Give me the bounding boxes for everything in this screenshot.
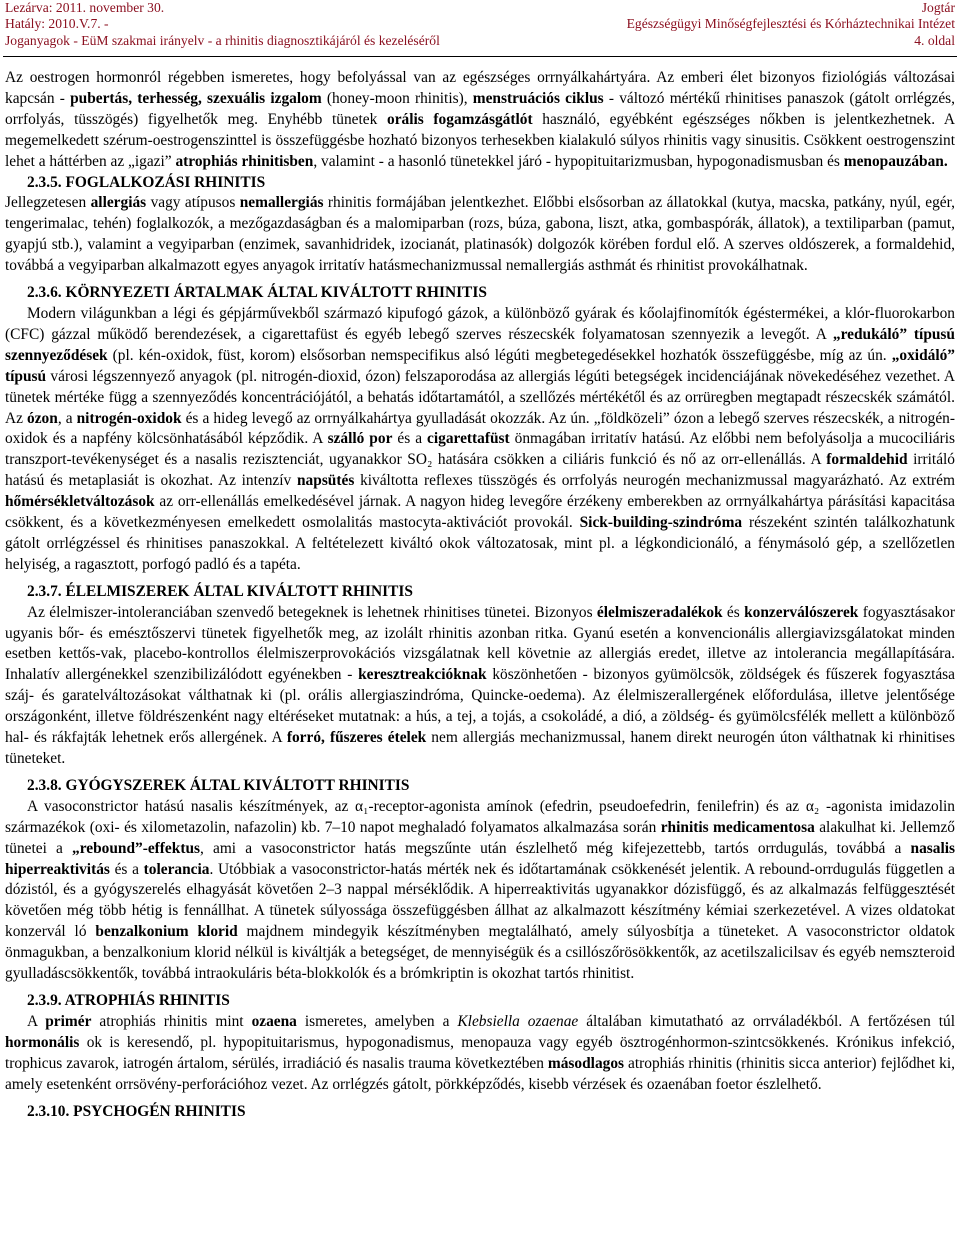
header-institute: Egészségügyi Minőségfejlesztési és Kórháztechnikai Intézet xyxy=(626,16,955,31)
text-run: városi légszennyező anyagok (pl. nitrogén-dioxid, ózon) felszaporodása az allergiás légúti betegségek incidenciájának növekedéséhez vezethet. A tünetek mértéke függ a szennyeződés koncentrációjától, a behatás időtartamától, a szellőzés mértékétől és az orrüregben megtapadt részecskék számától. Az xyxy=(5,367,955,427)
bold-term: napsütés xyxy=(297,472,355,490)
text-run: (pl. kén-oxidok, füst, korom) elsősorban nemspecifikus alsó légúti megbetegedésekkel hozhatók összefüggésbe, míg az ún. xyxy=(107,346,892,364)
text-run: A xyxy=(27,1012,46,1030)
text-run: Az oestrogen hormonról régebben ismeretes, hogy befolyással van az egészséges orrnyálkahártyára. Az emberi élet bizonyos fiziológiás változásai kapcsán - xyxy=(5,69,955,107)
text-run: és a xyxy=(109,860,144,878)
text-run: kiváltotta reflexes tüsszögés és orrfolyás neurogén mechanizmussal magyarázható. Az extrém xyxy=(354,472,955,490)
page-header xyxy=(0,0,960,64)
text-run: , a xyxy=(57,409,77,427)
bold-term: menopauzában. xyxy=(843,152,948,170)
header-divider xyxy=(3,56,957,57)
header-source: Jogtár xyxy=(921,0,955,15)
text-run: , ami a vasoconstrictor hatás megszűnte után észlelhető még kifejezettebb, tartós orrdugulás, továbbá a xyxy=(200,839,911,857)
bold-term: hormonális xyxy=(5,1033,80,1051)
bold-term: orális fogamzásgátlót xyxy=(387,110,533,128)
bold-term: „oxidáló” típusú xyxy=(5,346,955,385)
section-paragraph xyxy=(5,1012,955,1096)
bold-term: „rebound”-effektus xyxy=(72,839,200,857)
text-run: Jellegzetesen xyxy=(5,194,91,212)
bold-term: nitrogén-oxidok xyxy=(76,409,182,427)
text-run: Modern világunkban a légi és gépjárművekből származó kipufogó gázok, a különböző gyárak és kőolajfinomítók égéstermékei, a klór-fluorokarbon (CFC) gázzal működő berendezések, a cigarettafüst és egyéb lebegő szerves részecskék folyamatosan szennyezik a levegőt. A xyxy=(5,304,955,343)
bold-term: nemallergiás xyxy=(239,194,324,212)
text-run: , valamint - a hasonló tünetekkel járó - hypopituitarizmusban, hypogonadismusban és xyxy=(313,152,844,170)
sections xyxy=(5,173,955,1123)
bold-term: „redukáló” típusú szennyeződések xyxy=(5,325,955,364)
bold-term: allergiás xyxy=(90,194,147,212)
bold-term: pubertás, terhesség, szexuális izgalom xyxy=(70,89,322,107)
bold-term: tolerancia xyxy=(143,860,210,878)
text-run: fogyasztásakor ugyanis bőr- és emésztőszervi tünetek figyelhetők meg, az izolált rhinitis azonban ritka. Gyanú esetén a konvencionális allergiavizsgálatokat minden esetben kettős-vak, placebo-kontrollos élelmiszerprovokációs vizsgálatnak kell követnie az allergiás eredet, illetve az intolerancia megállapítására. Inhalatív allergénekkel szenzibilizálódott egyénekben - xyxy=(5,603,956,684)
bold-term: ózon xyxy=(27,409,58,427)
text-run: ismeretes, amelyben a xyxy=(296,1012,458,1030)
text-run: nem allergiás mechanizmussal, hanem direkt neurogén úton válthatnak ki rhinitises tüneteket. xyxy=(5,729,955,767)
bold-term: konzerválószerek xyxy=(744,603,859,621)
text-run: köszönhetően - bizonyos gyümölcsök, zöldségek és fűszerek fogyasztása száj- és garatelváltozásokat válthatnak ki (pl. orális allergiaszindróma, Quincke-oedema). Az élelmiszerallergének előfordulása, illetve jelentősége országonként, illetve földrészenként nagy eltéréseket mutatnak: a hús, a tej, a tojás, a csokoládé, a dió, a zöldség- és gyümölcsfélék mellett a különböző hal- és rákfajták lehetnek erős allergének. A xyxy=(5,666,956,747)
text-run: részeként szintén találkozhatunk gátolt orrlégzéssel és rhinitises panaszokkal. A feltételezett kiváltó okok változatosak, mint pl. a légkondicionáló, a fénymásoló gép, a szellőzetlen helyiség, a ragasztott, porfogó padló és a tapéta. xyxy=(5,514,956,573)
section-paragraph xyxy=(5,193,955,277)
header-page-number: 4. oldal xyxy=(914,33,955,48)
section-heading: 2.3.8. GYÓGYSZEREK ÁLTAL KIVÁLTOTT RHINITIS xyxy=(27,776,410,794)
section-heading: 2.3.10. PSYCHOGÉN RHINITIS xyxy=(27,1102,246,1120)
section-heading: 2.3.5. FOGLALKOZÁSI RHINITIS xyxy=(27,173,266,191)
text-run: (honey-moon rhinitis), xyxy=(321,89,473,107)
bold-term: nasalis hiperreaktivitás xyxy=(5,839,955,878)
bold-term: keresztreakcióknak xyxy=(358,666,487,684)
bold-term: Sick-building-szindróma xyxy=(579,514,743,532)
section-heading: 2.3.7. ÉLELMISZEREK ÁLTAL KIVÁLTOTT RHINITIS xyxy=(27,582,413,600)
text-run: az orr-ellenállás emelkedésével járnak. A nagyon hideg levegőre érzékeny emberekben az orrnyálkahártya párásítási kapacitása csökkent, és a következményesen emelkedett osmolalitás mastocyta-aktivációt provokál. xyxy=(5,493,955,532)
bold-term: ozaena xyxy=(251,1012,297,1030)
section-paragraph xyxy=(5,797,955,985)
bold-term: menstruációs ciklus xyxy=(472,89,604,107)
text-run: Az élelmiszer-intoleranciában szenvedő betegeknek is lehetnek rhinitises tünetei. Bizonyos xyxy=(27,603,597,621)
bold-term: cigarettafüst xyxy=(427,430,510,448)
bold-term: forró, fűszeres ételek xyxy=(286,729,427,747)
bold-term: rhinitis medicamentosa xyxy=(660,818,815,836)
header-closed-date: Lezárva: 2011. november 30. xyxy=(5,0,165,15)
bold-term: hőmérsékletváltozások xyxy=(5,493,155,511)
text-run: . Utóbbiak a vasoconstrictor-hatás mérték nek és időtartamának csökkenését jelentik. A rebound-orrdugulás független a dózistól, és a gyógyszerelés elhagyását követően 2–3 nappal mérséklődik. A hiperreaktivitás ugyanakkor dózisfüggő, és az alkalmazás felfüggesztését követően még több hétig is fennállhat. A tünetek súlyossága összefüggésben állhat az alkalmazott készítmény kémiai szerkezetével. A vizes oldatokat konzervál ló xyxy=(5,860,955,941)
section-paragraph xyxy=(5,304,955,576)
section-heading: 2.3.6. KÖRNYEZETI ÁRTALMAK ÁLTAL KIVÁLTOTT RHINITIS xyxy=(27,284,487,302)
header-effective-date: Hatály: 2010.V.7. - xyxy=(5,16,109,31)
section-paragraph xyxy=(5,603,955,770)
bold-term: benzalkonium klorid xyxy=(95,923,238,941)
text-run: és a hideg levegő az orrnyálkahártya gyulladását okozzák. Az ún. „földközeli” ózon a lebegő szerves részecskék, a nitrogén-oxidok és a napfény kölcsönhatásából képződik. A xyxy=(5,409,956,448)
text-run: atrophiás rhinitis (rhinitis sicca anterior) fejlődhet ki, amely esetenként orrsövény-perforációhoz vezet. Az orrlégzés gátolt, pörkképződés, kisebb vérzések és ozaenában foetor észlelhető. xyxy=(5,1054,955,1093)
text-run: ok is keresendő, pl. hypopituitarismus, hypogonadismus, menopauza vagy egyéb ösztrogénhormon-szintcsökkenés. Krónikus infekció, trophicus zavarok, iatrogén ártalom, sérülés, irradiáció és nasalis trauma következtében xyxy=(5,1033,955,1072)
text-run: általában kimutatható az orrváladékból. A fertőzésen túl xyxy=(578,1012,955,1030)
text-run: irritáló hatású és metaplasiát is okozhat. Az intenzív xyxy=(5,451,955,490)
text-run: vagy atípusos xyxy=(146,194,240,212)
section-heading: 2.3.9. ATROPHIÁS RHINITIS xyxy=(27,991,230,1009)
text-run: atrophiás rhinitis mint xyxy=(91,1012,252,1030)
bold-term: formaldehid xyxy=(826,451,908,469)
intro-paragraph xyxy=(5,68,955,173)
text-run: A vasoconstrictor hatású nasalis készítmények, az α₁-receptor-agonista amínok (efedrin, pseudoefedrin, fenilefrin) és az α₂ -agonista imidazolin származékok (oxi- és xilometazolin, nafazolin) kb. 7–10 napot meghaladó folyamatos alkalmazása során xyxy=(5,797,955,836)
text-run: és a xyxy=(392,430,428,448)
text-run: önmagában irritatív hatású. Az előbbi nem befolyásolja a mucociliáris transzport-tevékenységet és a nasalis rezisztenciát, ugyanakkor SO₂ hatására csökken a ciliáris funkció és nő az orr-ellenállás. A xyxy=(5,430,956,469)
bold-term: atrophiás rhinitisben xyxy=(175,152,314,170)
bold-term: élelmiszeradalékok xyxy=(596,603,723,621)
document-body xyxy=(5,68,955,1122)
text-run: - változó mértékű rhinitises panaszok (gátolt orrlégzés, orrfolyás, tüsszögés) figyelhetők meg. Enyhébb tünetek xyxy=(5,89,956,128)
bold-term: primér xyxy=(45,1012,92,1030)
italic-term: Klebsiella ozaenae xyxy=(457,1012,579,1030)
bold-term: szálló por xyxy=(327,430,393,448)
text-run: és xyxy=(722,603,745,621)
text-run: rhinitis formájában jelentkezhet. Előbbi elsősorban az állatokkal (kutya, macska, patkány, nyúl, egér, tengerimalac, tehén) foglalkozók, a mezőgazdaságban és a malomiparban (rozs, búza, gabona, liszt, atka, gombaspórák, állatok), a textiliparban (pamut, gyapjú stb.), valamint a vegyiparban (enzimek, savanhidridek, izocianát, platinasók) dolgozók körében fordul elő. A szerves oldószerek, a formaldehid, továbbá a vegyiparban alkalmazott egyes anyagok irritatív hatásmechanizmussal nemallergiás asthmát és rhinitist provokálhatnak. xyxy=(5,194,955,275)
text-run: használó, egyébként egészséges nőkben is jelentkezhetnek. A megemelkedett szérum-oestrogenszinttel is összefüggésbe hozható bizonyos terhesekben kialakuló súlyos rhinitis vagy sinusitis. Csökkent oestrogenszint lehet a háttérben az „igazi” xyxy=(5,110,955,170)
bold-term: másodlagos xyxy=(547,1054,625,1072)
header-document-title: Joganyagok - EüM szakmai irányelv - a rhinitis diagnosztikájáról és kezeléséről xyxy=(5,33,440,48)
text-run: alakulhat ki. Jellemző tünetei a xyxy=(5,818,955,857)
text-run: majdnem mindegyik készítményben megtalálható, amely súlyosbítja a tüneteket. A vasoconstrictor oldatok önmagukban, a benzalkonium klorid nélkül is kiváltják a betegséget, de mennyiségük és a csillószőrösökkentők, az acetilszalicilsav és egyéb nemszteroid gyulladáscsökkentők, továbbá intraokuláris béta-blokkolók és a brómkriptin is okozhat tartós rhinitist. xyxy=(5,923,955,983)
